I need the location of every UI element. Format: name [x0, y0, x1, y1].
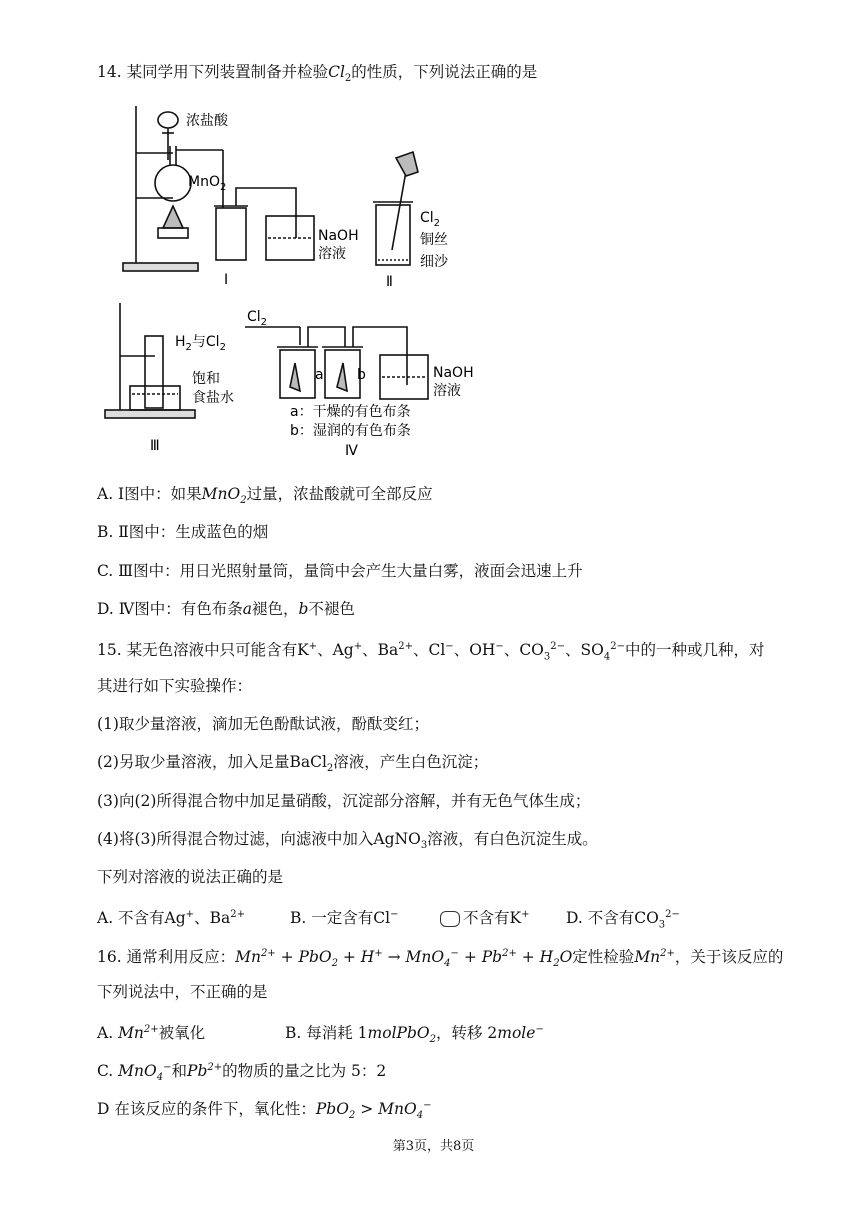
q16-stem-1: 16. 通常利用反应：$Mn^{2+} + PbO_2 + H^+ \to MnO_4^- + Pb^{2+} + H_2O$定性检验$Mn^{2+}$，关于该反应的 — [97, 948, 784, 970]
label-h2-and-cl2: $H_2$与$Cl_2$ — [175, 334, 226, 353]
page-footer: 第3页，共8页 — [392, 1139, 475, 1154]
q15-stem-1: 15. 某无色溶液中只可能含有K+、Ag+、$Ba^{2+}$、Cl−、OH−、$CO_3^{2-}$、$SO_4^{2-}$中的一种或几种，对 — [97, 641, 765, 663]
q15-ask: 下列对溶液的说法正确的是 — [97, 868, 284, 886]
q15-step-2: (2)另取少量溶液，加入足量BaCl$_2$溶液，产生白色沉淀； — [97, 753, 489, 775]
apparatus-figure-1 — [118, 98, 368, 293]
label-cl2-4: $Cl_2$ — [247, 309, 268, 328]
label-brine: 食盐水 — [192, 390, 234, 406]
q15-option-a: A. 不含有Ag+、$Ba^{2+}$ — [97, 909, 245, 928]
q14-option-b: B. Ⅱ图中：生成蓝色的烟 — [97, 523, 269, 541]
q16-option-d: D 在该反应的条件下，氧化性：PbO$_2$ > MnO$_4$− — [97, 1100, 432, 1122]
handwritten-mark-icon — [440, 911, 460, 927]
q14-option-a: A. Ⅰ图中：如果MnO$_2$过量，浓盐酸就可全部反应 — [97, 485, 433, 507]
label-cl2-2: $Cl_2$ — [420, 210, 441, 229]
label-a: a — [315, 367, 324, 383]
label-mno2: MnO$_2$ — [188, 174, 227, 193]
label-solution-4: 溶液 — [433, 383, 461, 399]
q16-stem-2: 下列说法中，不正确的是 — [97, 983, 268, 1001]
q16-option-b: B. 每消耗 1molPbO$_2$，转移 2mole− — [285, 1024, 544, 1046]
q14-option-d: D. Ⅳ图中：有色布条a褪色，b不褪色 — [97, 600, 355, 618]
q16-option-a: A. $Mn^{2+}$被氧化 — [97, 1024, 206, 1043]
label-fine-sand: 细沙 — [420, 254, 448, 270]
label-roman-2: Ⅱ — [386, 274, 393, 290]
q15-step-1: (1)取少量溶液，滴加无色酚酞试液，酚酞变红； — [97, 715, 429, 733]
label-b: b — [357, 367, 366, 383]
label-b-desc: b：湿润的有色布条 — [290, 423, 411, 439]
label-a-desc: a：干燥的有色布条 — [290, 404, 411, 420]
q15-step-4: (4)将(3)所得混合物过滤，向滤液中加入AgNO$_3$溶液，有白色沉淀生成。 — [97, 830, 598, 852]
label-roman-3: Ⅲ — [150, 438, 160, 454]
label-solution-1: 溶液 — [318, 246, 346, 262]
label-naoh-1: NaOH — [318, 228, 359, 244]
apparatus-figure-3 — [100, 298, 255, 458]
q16-option-c: C. MnO$_4$−和$Pb^{2+}$的物质的量之比为 5：2 — [97, 1062, 387, 1084]
label-saturated: 饱和 — [192, 371, 220, 387]
q15-option-c: 不含有K+ — [440, 905, 529, 928]
label-roman-1: Ⅰ — [224, 272, 229, 288]
q15-option-d: D. 不含有$CO_3^{2-}$ — [566, 909, 680, 931]
q15-step-3: (3)向(2)所得混合物中加足量硝酸，沉淀部分溶解，并有无色气体生成； — [97, 792, 591, 810]
q15-option-b: B. 一定含有Cl− — [290, 909, 399, 928]
apparatus-figure-4 — [245, 305, 485, 460]
label-conc-hcl: 浓盐酸 — [186, 113, 228, 129]
label-cu-wire: 铜丝 — [420, 232, 448, 248]
label-naoh-4: NaOH — [433, 365, 474, 381]
q14-option-c: C. Ⅲ图中：用日光照射量筒，量筒中会产生大量白雾，液面会迅速上升 — [97, 562, 583, 580]
q14-stem: 14. 某同学用下列装置制备并检验$Cl_2$的性质，下列说法正确的是 — [97, 63, 538, 85]
label-roman-4: Ⅳ — [345, 443, 358, 459]
q15-stem-2: 其进行如下实验操作： — [97, 677, 253, 695]
apparatus-figure-2 — [368, 150, 488, 290]
